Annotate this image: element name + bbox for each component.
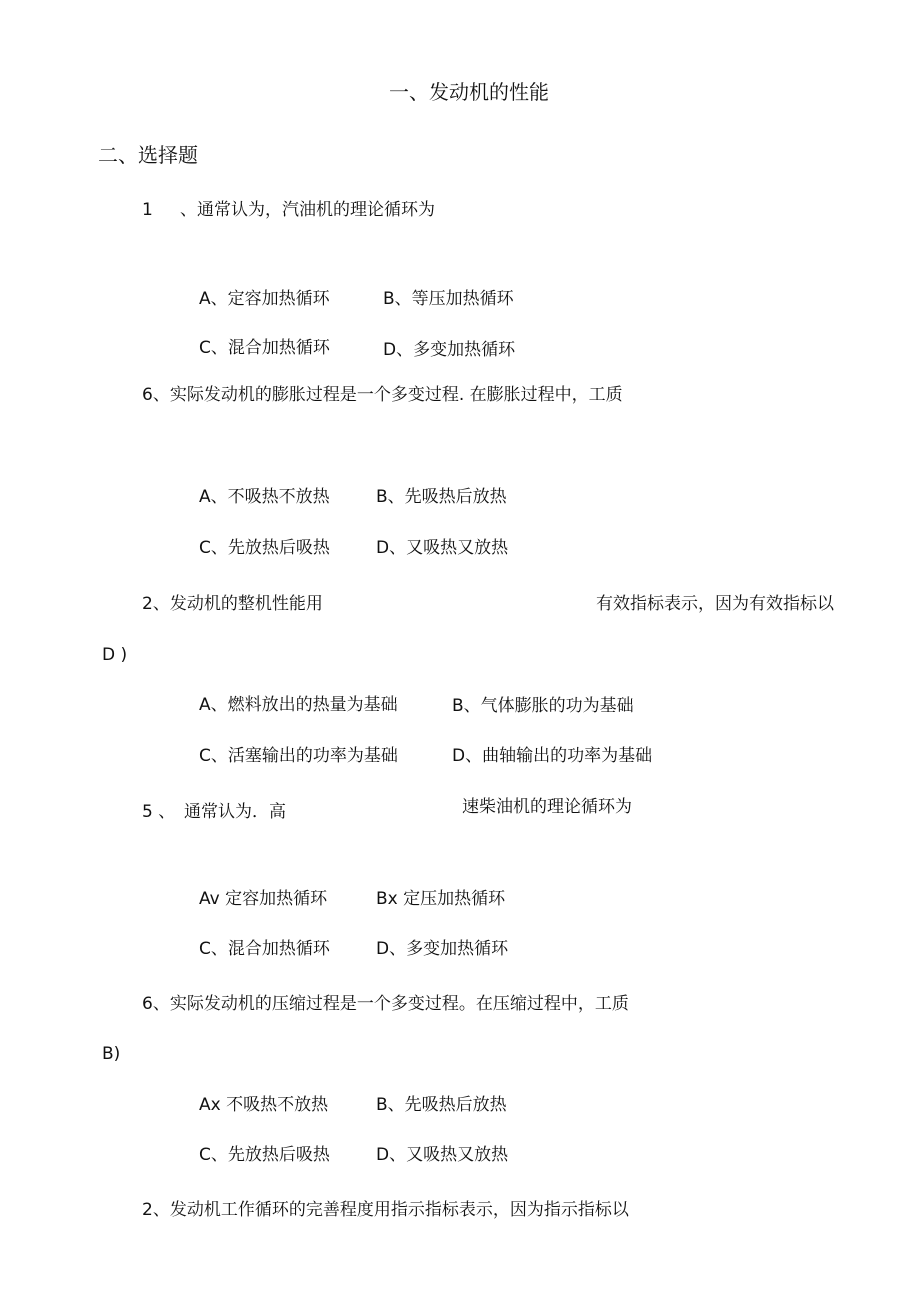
question-3-option-b: B、气体膨胀的功为基础 bbox=[452, 696, 634, 716]
question-1-number: 1 bbox=[142, 200, 153, 220]
question-1-option-a: A、定容加热循环 bbox=[199, 289, 330, 309]
question-3-answer: D ) bbox=[102, 645, 128, 665]
question-4-text-left: 通常认为．高 bbox=[184, 802, 286, 822]
question-5-text: 6、实际发动机的压缩过程是一个多变过程。在压缩过程中，工质 bbox=[142, 994, 629, 1014]
question-2-text: 6、实际发动机的膨胀过程是一个多变过程. 在膨胀过程中，工质 bbox=[142, 385, 623, 405]
question-1-option-c: C、混合加热循环 bbox=[199, 338, 330, 358]
question-4-option-c: C、混合加热循环 bbox=[199, 939, 330, 959]
page-title: 一、发动机的性能 bbox=[389, 80, 549, 104]
section-heading: 二、选择题 bbox=[98, 143, 198, 167]
question-4-option-b: Bx 定压加热循环 bbox=[376, 889, 506, 909]
question-5-answer: B) bbox=[102, 1044, 121, 1064]
question-1-text: 、通常认为，汽油机的理论循环为 bbox=[180, 200, 435, 220]
question-4-text-right: 速柴油机的理论循环为 bbox=[462, 797, 632, 817]
question-4-number: 5 、 bbox=[142, 802, 176, 822]
question-1-option-b: B、等压加热循环 bbox=[383, 289, 514, 309]
question-4-option-a: Av 定容加热循环 bbox=[199, 889, 328, 909]
question-2-option-d: D、又吸热又放热 bbox=[376, 538, 509, 558]
question-3-text-right: 有效指标表示，因为有效指标以 bbox=[596, 594, 834, 614]
question-5-option-d: D、又吸热又放热 bbox=[376, 1145, 509, 1165]
question-2-option-b: B、先吸热后放热 bbox=[376, 487, 507, 507]
question-3-option-d: D、曲轴输出的功率为基础 bbox=[452, 746, 653, 766]
question-5-option-c: C、先放热后吸热 bbox=[199, 1145, 330, 1165]
question-2-option-a: A、不吸热不放热 bbox=[199, 487, 330, 507]
question-1-option-d: D、多变加热循环 bbox=[383, 340, 516, 360]
question-3-option-a: A、燃料放出的热量为基础 bbox=[199, 695, 398, 715]
question-4-option-d: D、多变加热循环 bbox=[376, 939, 509, 959]
question-6-text: 2、发动机工作循环的完善程度用指示指标表示，因为指示指标以 bbox=[142, 1200, 629, 1220]
question-3-text-left: 2、发动机的整机性能用 bbox=[142, 594, 323, 614]
question-3-option-c: C、活塞输出的功率为基础 bbox=[199, 746, 398, 766]
question-5-option-b: B、先吸热后放热 bbox=[376, 1095, 507, 1115]
question-5-option-a: Ax 不吸热不放热 bbox=[199, 1095, 329, 1115]
question-2-option-c: C、先放热后吸热 bbox=[199, 538, 330, 558]
